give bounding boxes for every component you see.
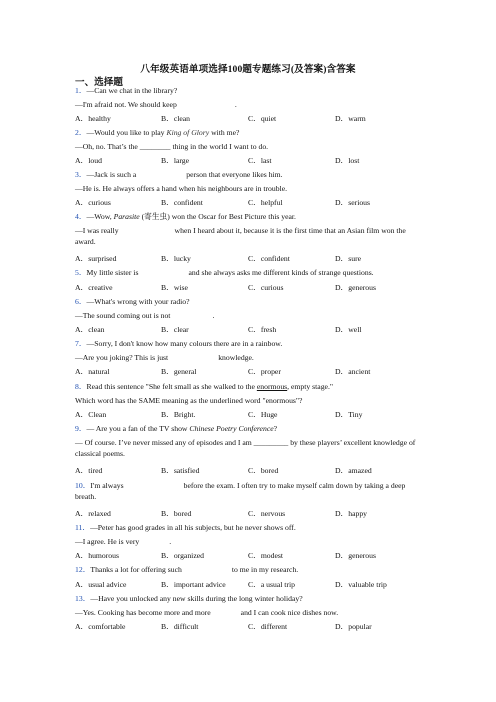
option[interactable]: B．wise (161, 283, 188, 292)
option[interactable]: A．comfortable (75, 622, 126, 631)
option[interactable]: A．natural (75, 367, 110, 376)
option[interactable]: C．curious (248, 283, 284, 292)
option[interactable]: D．Tiny (335, 410, 363, 419)
question-1-line2: —I'm afraid not. We should keep . (75, 100, 237, 109)
option[interactable]: D．valuable trip (335, 580, 387, 589)
question-11-stem: 11．—Peter has good grades in all his subjects, but he never shows off. (75, 523, 296, 532)
option[interactable]: B．difficult (161, 622, 199, 631)
question-13-line2: —Yes. Cooking has become more and more and I can cook nice dishes now. (75, 608, 339, 617)
option[interactable]: C．confident (248, 254, 290, 263)
option[interactable]: B．confident (161, 198, 203, 207)
option[interactable]: D．sure (335, 254, 362, 263)
question-7-stem: 7．—Sorry, I don't know how many colours there are in a rainbow. (75, 339, 283, 348)
option[interactable]: C．different (248, 622, 288, 631)
option[interactable]: A．healthy (75, 114, 111, 123)
question-11-line2: —I agree. He is very . (75, 537, 172, 546)
question-12-stem: 12．Thanks a lot for offering such to me in my research. (75, 565, 299, 574)
question-9-stem: 9．— Are you a fan of the TV show Chinese Poetry Conference? (75, 424, 278, 433)
option[interactable]: D．popular (335, 622, 372, 631)
question-number: 1． (75, 86, 87, 95)
option[interactable]: C．fresh (248, 325, 277, 334)
question-6-line2: —The sound coming out is not . (75, 311, 215, 320)
option[interactable]: A．clean (75, 325, 105, 334)
option[interactable]: C．proper (248, 367, 281, 376)
option[interactable]: D．generous (335, 551, 376, 560)
option[interactable]: D．serious (335, 198, 371, 207)
option[interactable]: D．ancient (335, 367, 371, 376)
option[interactable]: D．happy (335, 509, 368, 518)
option[interactable]: C．Huge (248, 410, 278, 419)
question-10-stem: 10．I'm always before the exam. I often try to make myself calm down by taking a deep breath. (75, 481, 406, 502)
option[interactable]: B．large (161, 156, 190, 165)
question-1-stem: 1．—Can we chat in the library? (75, 86, 178, 95)
option[interactable]: B．clean (161, 114, 191, 123)
option[interactable]: B．important advice (161, 580, 226, 589)
option[interactable]: A．loud (75, 156, 102, 165)
question-8-line2: Which word has the SAME meaning as the underlined word "enormous"? (75, 396, 303, 405)
option[interactable]: A．Clean (75, 410, 107, 419)
option[interactable]: B．bored (161, 509, 192, 518)
question-7-line2: —Are you joking? This is just knowledge. (75, 353, 254, 362)
option[interactable]: C．a usual trip (248, 580, 295, 589)
section-heading: 一、选择题 (75, 77, 123, 88)
option[interactable]: A．humorous (75, 551, 119, 560)
option[interactable]: B．organized (161, 551, 204, 560)
document-title: 八年级英语单项选择100题专题练习(及答案)含答案 (140, 64, 356, 75)
question-4-stem: 4．—Wow, Parasite (寄生虫) won the Oscar for Best Picture this year. (75, 212, 296, 221)
option[interactable]: B．clear (161, 325, 189, 334)
option[interactable]: D．amazed (335, 466, 372, 475)
option[interactable]: B．Bright. (161, 410, 196, 419)
question-6-stem: 6．—What's wrong with your radio? (75, 297, 190, 306)
option[interactable]: B．lucky (161, 254, 191, 263)
option[interactable]: B．general (161, 367, 197, 376)
option[interactable]: A．usual advice (75, 580, 127, 589)
question-2-stem: 2．—Would you like to play King of Glory with me? (75, 128, 240, 137)
option[interactable]: C．nervous (248, 509, 286, 518)
option[interactable]: B．satisfied (161, 466, 200, 475)
option[interactable]: D．well (335, 325, 362, 334)
option[interactable]: C．bored (248, 466, 279, 475)
question-5-stem: 5．My little sister is and she always asks me different kinds of strange questions. (75, 268, 374, 277)
option[interactable]: D．lost (335, 156, 360, 165)
option[interactable]: A．tired (75, 466, 103, 475)
option[interactable]: C．helpful (248, 198, 283, 207)
question-13-stem: 13．—Have you unlocked any new skills during the long winter holiday? (75, 594, 303, 603)
option[interactable]: A．surprised (75, 254, 117, 263)
question-2-line2: —Oh, no. That’s the ________ thing in the world I want to do. (75, 142, 269, 151)
option[interactable]: C．last (248, 156, 272, 165)
option[interactable]: A．creative (75, 283, 113, 292)
option[interactable]: C．modest (248, 551, 284, 560)
option[interactable]: D．generous (335, 283, 376, 292)
question-8-stem: 8．Read this sentence "She felt small as she walked to the enormous, empty stage." (75, 382, 334, 391)
option[interactable]: D．warm (335, 114, 366, 123)
option[interactable]: A．curious (75, 198, 111, 207)
question-3-line2: —He is. He always offers a hand when his neighbours are in trouble. (75, 184, 288, 193)
question-9-line2: — Of course. I’ve never missed any of episodes and I am _________ by these players’ excellent knowledge of classical poems. (75, 438, 416, 459)
option[interactable]: C．quiet (248, 114, 277, 123)
question-4-line2: —I was really when I heard about it, because it is the first time that an Asian film won the award. (75, 226, 406, 247)
option[interactable]: A．relaxed (75, 509, 111, 518)
question-3-stem: 3．—Jack is such a person that everyone likes him. (75, 170, 283, 179)
